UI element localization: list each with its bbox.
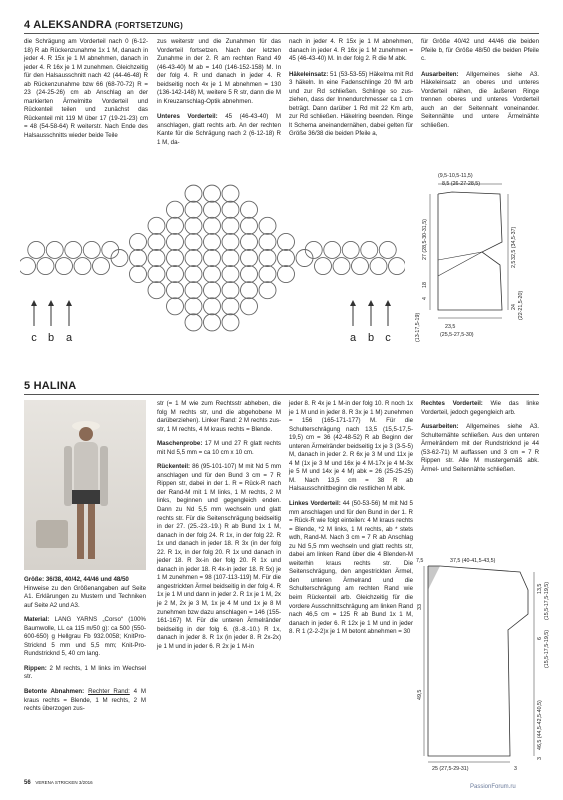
crochet-ring [222, 201, 239, 218]
s5-betonte: 4 M kraus rechts = Blende, 1 M rechts, 2 M rechts überzogen zus- [24, 688, 146, 713]
s5-col2 [157, 400, 281, 651]
crochet-ring [259, 266, 276, 283]
s4-schematic [410, 170, 550, 355]
crochet-ring [167, 201, 184, 218]
s5-mp: 17 M und 27 R glatt rechts mit Nd 5,5 mm = ca 10 cm x 10 cm. [157, 440, 281, 456]
crochet-ring [241, 250, 258, 267]
crochet-ring [204, 233, 221, 250]
crochet-ring [352, 258, 369, 275]
s5-betonte-label: Betonte Abnahmen: [24, 688, 85, 696]
s4-col4-a: Allgemeines siehe A3. Häkeleinsatz an oberes und unteres Vorderteil nähen, die äußeren Ringe trennen oberes und unteres Vorderteil auch an der Seitennaht voneinander. Seitennähte und untere Ärmelnähte schließen. [421, 70, 539, 129]
s5-schematic [410, 550, 555, 772]
model-photo [24, 400, 146, 570]
s5-rt-label: Rückenteil: [157, 463, 191, 471]
crochet-ring [148, 282, 165, 299]
arrow-up-icon [66, 300, 72, 306]
watermark: PassionForum.ru [470, 784, 516, 790]
footer [24, 780, 93, 786]
s4-l1: 27 (28,5-30-31,5) [422, 219, 428, 260]
crochet-ring [241, 282, 258, 299]
s4-col3-text: nach in jeder 4. R 15x je 1 M abnehmen, danach in jeder 4. R 16x je 1 M zunehmen = 45 (46-43-40) M. In der folg 2. R die M abk. [289, 38, 413, 63]
arrow-up-icon [385, 300, 391, 306]
crochet-ring [370, 258, 387, 275]
s5-top-right: 37,5 (40-41,5-43,5) [450, 558, 496, 564]
s4-col2-text: zus weiterstr und die Zunahmen für das Vorderteil fortsetzen. Nach der letzten Zunahme in der 2. R am rechten Rand 49 (46-43-40) M ab = 140 (146-152-158) M. In der folg 4. R und danach in jeder 4. R beidseitig noch 4x je 1 M abnehmen = 130 (136-142-148) M, weitere 5 R str, dann die M in Kreuzanschlag-Optik abnehmen. [157, 38, 281, 105]
crochet-ring [278, 266, 295, 283]
section5-rule [24, 394, 539, 395]
crochet-ring [167, 250, 184, 267]
s4-col3 [289, 38, 413, 139]
s5-l2: 49,5 [417, 689, 423, 700]
page-number: 56 [24, 780, 31, 786]
crochet-ring [56, 258, 73, 275]
s5-col4 [421, 400, 539, 474]
s4-col1 [24, 38, 148, 141]
s4-r1: 32,5 (34,5-37) [511, 226, 517, 260]
s5-size-hint: Hinweise zu den Größenangaben auf Seite A1. Erklärungen zu Mustern und Techniken auf Seite A2 und A3. [24, 584, 146, 609]
crochet-ring [185, 185, 202, 202]
crochet-ring [241, 298, 258, 315]
crochet-ring [204, 298, 221, 315]
s5-rip: 2 M rechts, 1 M links im Wechsel str. [24, 664, 146, 681]
s4-col3-label: Häkeleinsatz: [289, 70, 329, 78]
s5-rt: 86 (95-101-107) M mit Nd 5 mm anschlagen und für den Bund 3 cm = 7 R Rippen str, dabei in der 1. R = Rück-R nach der Rand-M mit 1 M links, 1 M rechts, 2 M links, beginnen und gegengleich enden. Dann zu Nd 5,5 mm wechseln und glatt rechts str. Für die Seitenschrägung beidseitig in der 27. (25.-23.-19.) R ab Bund 1x 1 M, danach in der folg 24. R 1x, in der folg 22. R 1x und danach in jeder 18. R 3x (in der folg 22. R 1x, in der folg 20. R 1x und danach in jeder 18. R 3x-in der folg 20. R 1x und danach in jeder 18. R 4x-in jeder 18. R 5x) je 1 M zunehmen = 98 (107-113-119) M. Für die angestrickten Ärmel beidseitig in der folg 4. R 1x je 1 M und dann in jeder 2. R 1x je 1 M, 2x je 2 M, 2x je 3 M, 1x je 4 M und 1x je 8 M zunehmen bzw dazu anschlagen = 146 (155-161-167) M. Für die unteren Ärmelränder beidseitig in der folg 6. (8.-8.-10.) R 1x, danach in jeder 8. R 1x (in jeder 8. R 2x-2x) je 1 M und in jeder 6. R 2x je 1 M-in [157, 463, 281, 650]
arrow-label: c [31, 332, 37, 344]
arrow-group [31, 300, 391, 344]
s4-bottom-label: 23,5 [445, 324, 456, 330]
arrow-up-icon [368, 300, 374, 306]
s4-col2-label: Unteres Vorderteil: [157, 113, 218, 121]
crochet-ring [204, 201, 221, 218]
crochet-ring [222, 233, 239, 250]
s5-mp-label: Maschenprobe: [157, 440, 203, 448]
arrow-up-icon [350, 300, 356, 306]
section4-subtitle: (FORTSETZUNG) [115, 21, 183, 30]
s5-r2: (15,5-17,5-19,5) [544, 582, 550, 620]
crochet-ring [167, 217, 184, 234]
s5-rvt: Wie das linke Vorderteil, jedoch gegengleich arb. [421, 400, 539, 416]
crochet-ring [185, 314, 202, 331]
s4-col4-text: für Größe 40/42 und 44/46 die beiden Pfeile b, für Größe 48/50 die beiden Pfeile c. [421, 38, 539, 63]
crochet-ring [333, 258, 350, 275]
s4-shape-outline [438, 192, 502, 310]
s5-r5: 46,5 (44,5-42,5-40,5) [537, 700, 543, 750]
crochet-ring [361, 241, 378, 258]
crochet-ring [185, 201, 202, 218]
section4-number: 4 [24, 19, 31, 31]
s4-top-label: (9,5-10,5-11,5) [438, 173, 473, 179]
s5-col3-text: jeder 8. R 4x je 1 M-in der folg 10. R noch 1x je 1 M und in jeder 8. R 3x je 1 M) zunehmen = 156 (165-171-177) M. Für die Schulterschrägung nach 13,5 (15,5-17,5-19,5) cm = 36 (42-48-52) R ab Beginn der unteren Ärmelränder beidseitig 1x je 3 (3-5-5) M, danach in jeder 2. R 6x je 3 M und 11x je 4 M (1x je 3 M und 16x je 4 M-17x je 4 M-3x je 5 M und 14x je 4 M) abk = 26 (25-25-25) M. Nach 13,5 cm = 38 R ab Halsausschnittbeginn die restlichen M abk. [289, 400, 413, 493]
crochet-ring [185, 217, 202, 234]
crochet-ring [185, 298, 202, 315]
s4-l4: (13-17,5-19) [415, 312, 421, 342]
s5-material: LANG YARNS „Corso“ (100% Baumwolle, LL ca 115 m/50 g): ca 500 (550-600-650) g Hellgrau Fb 932.0058; KnitPro-Stricknd 5 mm und 5,5 mm; Knit-Pro-Rundstricknd 5, 40 cm lang. [24, 616, 146, 658]
section5-title: HALINA [33, 380, 77, 392]
crochet-ring [93, 258, 110, 275]
crochet-ring [74, 258, 91, 275]
s5-r4: (15,5-17,5-19,5) [544, 630, 550, 668]
s5-aus-label: Ausarbeiten: [421, 423, 459, 431]
crochet-ring [222, 185, 239, 202]
arrow-up-icon [48, 300, 54, 306]
s4-top2-label: 8,5 (26-27-28,5) [442, 181, 480, 187]
s5-bottom: 25 (27,5-29-31) [432, 766, 469, 772]
section5-header [24, 380, 76, 392]
crochet-ring [241, 217, 258, 234]
s5-r6: 3 [537, 757, 543, 760]
crochet-ring [259, 282, 276, 299]
ring-diagram [20, 178, 405, 353]
crochet-ring [167, 233, 184, 250]
crochet-ring [185, 282, 202, 299]
s5-bottom-r: 3 [514, 766, 517, 772]
crochet-ring [167, 282, 184, 299]
s5-rvt-label: Rechtes Vorderteil: [421, 400, 483, 407]
section4-title: ALEKSANDRA [33, 19, 112, 31]
crochet-ring [167, 298, 184, 315]
s5-l1: 33 [417, 604, 423, 610]
crochet-ring [259, 217, 276, 234]
s4-col4-label: Ausarbeiten: [421, 70, 459, 78]
arrow-label: b [47, 332, 55, 344]
crochet-ring [342, 241, 359, 258]
crochet-ring [185, 233, 202, 250]
s5-aus: Allgemeines siehe A3. Schulternähte schließen. Aus den unteren Ärmelrändern mit der Rundstricknd je 44 (53-62-71) M auffassen und 3 cm = 7 R Rippen str. Alle M mustergemäß abk. Ärmel- und Seitennähte schließen. [421, 423, 539, 473]
s5-rip-label: Rippen: [24, 664, 47, 672]
crochet-ring [148, 250, 165, 267]
s5-neck-shade [428, 566, 440, 590]
s5-r1: 13,5 [537, 583, 543, 594]
s4-l2: 18 [422, 282, 428, 288]
crochet-ring [222, 250, 239, 267]
arrow-label: c [385, 332, 391, 344]
section4-rule [24, 33, 539, 34]
crochet-ring [204, 266, 221, 283]
crochet-ring [130, 233, 147, 250]
crochet-ring [185, 250, 202, 267]
crochet-ring [222, 266, 239, 283]
crochet-ring [241, 266, 258, 283]
s5-col1 [24, 576, 146, 714]
ring-grid [20, 185, 405, 331]
crochet-ring [20, 258, 36, 275]
crochet-ring [46, 241, 63, 258]
s5-lvt: 44 (50-53-56) M mit Nd 5 mm anschlagen und für den Bund in der 1. R = Rück-R wie folgt einteilen: 4 M kraus rechts = Blende, *2 M links, 1 M rechts, ab * stets wdh, Rand-M. Nach 3 cm = 7 R ab Anschlag zu Nd 5,5 mm wechseln und glatt rechts str, dabei am linken Rand über die 4 Blenden-M weiterhin kraus rechts str. Die Seitenschrägung, den angestrickten Ärmel, den unteren Ärmelrand und die Schulterschrägung am rechten Rand wie beim Rückenteil arb. Gleichzeitig für die vordere Ausschnittschrägung am linken Rand nach 46,5 cm = 125 R ab Bund 1x 1 M, danach in jeder 6. R 12x je 1 M und in jeder 8. R 1 (2-2-2)x je 1 M betont abnehmen = 30 [289, 500, 413, 636]
crochet-ring [148, 217, 165, 234]
crochet-ring [389, 258, 406, 275]
s5-material-label: Material: [24, 616, 50, 624]
s4-l3: 4 [422, 297, 428, 300]
crochet-ring [222, 282, 239, 299]
crochet-ring [204, 217, 221, 234]
s4-r3: 24 [511, 304, 517, 310]
s5-size-value: 36/38, 40/42, 44/46 und 48/50 [45, 576, 129, 583]
crochet-ring [222, 298, 239, 315]
s5-r3: 6 [537, 637, 543, 640]
s5-col2-text: str (= 1 M wie zum Rechtsstr abheben, die folg M rechts str, und die abgehobene M darüberziehen). Linker Rand: 2 M rechts zus-str, 1 M rechts, 4 M kraus rechts = Blende. [157, 400, 281, 433]
crochet-ring [148, 266, 165, 283]
s5-betonte-sub: Rechter Rand: [88, 688, 130, 696]
arrow-label: b [367, 332, 375, 344]
crochet-ring [204, 250, 221, 267]
crochet-ring [28, 241, 45, 258]
crochet-ring [83, 241, 100, 258]
s4-r2: 2,5 [511, 260, 517, 268]
crochet-ring [324, 241, 341, 258]
s5-size-label: Größe: [24, 576, 45, 583]
crochet-ring [130, 250, 147, 267]
s4-r4: (22-21,5-20) [518, 290, 524, 320]
crochet-ring [204, 282, 221, 299]
crochet-ring [278, 250, 295, 267]
crochet-ring [315, 258, 332, 275]
crochet-ring [167, 266, 184, 283]
crochet-ring [130, 266, 147, 283]
section5-number: 5 [24, 380, 31, 392]
s4-col3-h: 51 (53-53-55) Häkelma mit Rd 3 häkeln. In eine Fadenschlinge 20 fM arb und zur Rd schließen. Schlinge so zus-ziehen, dass der Innendurchmesser ca 1 cm beträgt. Dann darüber 1 Rd mit 22 Km arb, zur Rd schließen. Häkelring beenden. Ringe lt Schema aneinandernähen, dabei gelten für Größe 36/38 die beiden Pfeile a, [289, 70, 413, 138]
s4-col1-text: die Schrägung am Vorderteil nach 0 (6-12-18) R ab Rückenzunahme 1x 1 M, danach in jeder 4. R 15x je 1 M abnehmen, danach in jeder 4. R 16x je 1 M zunehmen. Gleichzeitig für den Halsausschnitt nach 42 (44-46-48) R ab Rückenzunahme bzw 66 (68-70-72) R = 23 (24-25-26) cm ab Anschlag an der markierten Ärmelmitte Vorderteil und Rückenteil teilen und zunächst das Rückenteil mit 119 M über 17 (19-21-23) cm = 48 (54-58-64) R weiterstr. Nach Ende des Halsausschnitts wieder beide Teile [24, 38, 148, 140]
arrow-up-icon [31, 300, 37, 306]
s5-lvt-label: Linkes Vorderteil: [289, 500, 341, 508]
crochet-ring [241, 201, 258, 218]
crochet-ring [204, 314, 221, 331]
s5-col3 [289, 400, 413, 637]
crochet-ring [222, 314, 239, 331]
crochet-ring [37, 258, 54, 275]
crochet-ring [222, 217, 239, 234]
s5-top-left: 7,5 [416, 558, 424, 564]
s4-col2 [157, 38, 281, 148]
crochet-ring [185, 266, 202, 283]
arrow-label: a [65, 332, 73, 344]
crochet-ring [241, 233, 258, 250]
crochet-ring [379, 241, 396, 258]
s4-bottom2-label: (25,5-27,5-30) [440, 332, 474, 338]
s5-shape-outline [428, 566, 528, 756]
crochet-ring [259, 250, 276, 267]
crochet-ring [65, 241, 82, 258]
s4-col4 [421, 38, 539, 130]
crochet-ring [148, 233, 165, 250]
s4-col2-vt: 45 (46-43-40) M anschlagen, glatt rechts arb. An der rechten Kante für die Schrägung nach 2 (6-12-18) R 1 M, da- [157, 113, 281, 147]
crochet-ring [278, 233, 295, 250]
crochet-ring [204, 185, 221, 202]
arrow-label: a [349, 332, 357, 344]
crochet-ring [259, 233, 276, 250]
section4-header [24, 19, 183, 31]
magazine-name: VERENA STRICKEN 3/2016 [35, 780, 93, 785]
